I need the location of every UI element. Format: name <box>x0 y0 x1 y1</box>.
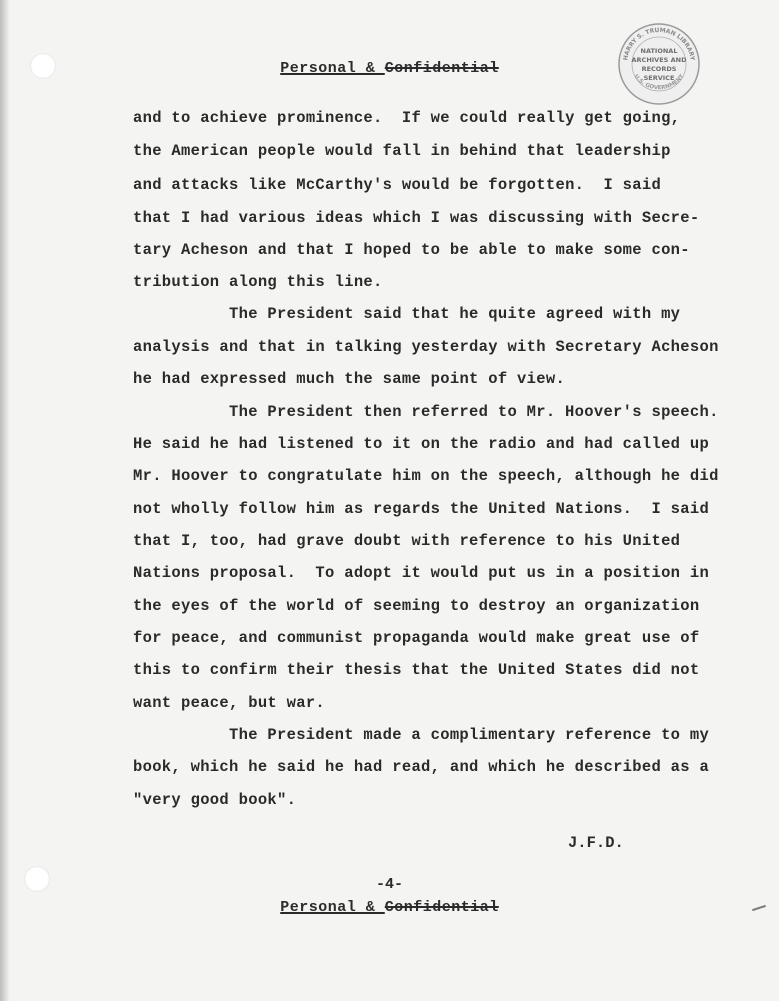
body-line: that I, too, had grave doubt with reference to his United <box>133 532 681 550</box>
body-line: and attacks like McCarthy's would be forgotten. I said <box>133 176 662 194</box>
footer-prefix: Personal & <box>280 899 385 916</box>
body-line: want peace, but war. <box>133 694 326 712</box>
body-line: Nations proposal. To adopt it would put us in a position in <box>133 564 710 582</box>
body-line: book, which he said he had read, and which he described as a <box>133 758 710 776</box>
body-line: he had expressed much the same point of view. <box>133 370 566 388</box>
body-line: that I had various ideas which I was discussing with Secre- <box>133 209 700 227</box>
body-line: tary Acheson and that I hoped to be able to make some con- <box>133 241 690 259</box>
footer-classification <box>0 899 779 916</box>
stamp-line-2: ARCHIVES AND <box>631 56 687 64</box>
body-line: He said he had listened to it on the radio and had called up <box>133 435 710 453</box>
signature-initials: J.F.D. <box>568 834 624 852</box>
body-line: the eyes of the world of seeming to destroy an organization <box>133 597 700 615</box>
header-classification <box>0 60 779 77</box>
body-line: Mr. Hoover to congratulate him on the speech, although he did <box>133 467 719 485</box>
body-line: this to confirm their thesis that the United States did not <box>133 661 700 679</box>
stamp-line-4: SERVICE <box>643 74 675 82</box>
paragraph-start-line: The President made a complimentary reference to my <box>229 726 710 744</box>
page-edge-shadow <box>0 0 10 1001</box>
paragraph-start-line: The President then referred to Mr. Hoover's speech. <box>229 403 719 421</box>
body-line: tribution along this line. <box>133 273 383 291</box>
body-line: the American people would fall in behind that leadership <box>133 142 671 160</box>
footer-struck-word: Confidential <box>384 899 499 916</box>
paragraph-start-line: The President said that he quite agreed with my <box>229 305 681 323</box>
stamp-line-1: NATIONAL <box>640 47 678 55</box>
header-prefix: Personal & <box>280 60 385 77</box>
body-line: analysis and that in talking yesterday with Secretary Acheson <box>133 338 719 356</box>
body-line: for peace, and communist propaganda would make great use of <box>133 629 700 647</box>
header-struck-word: Confidential <box>384 60 499 77</box>
stamp-bottom-text: U.S. GOVERNMENT <box>632 73 686 92</box>
page-number: -4- <box>375 876 403 893</box>
stamp-ring-text: HARRY S. TRUMAN LIBRARY <box>622 26 696 62</box>
body-line: not wholly follow him as regards the United Nations. I said <box>133 500 710 518</box>
stamp-line-3: RECORDS <box>641 65 677 73</box>
body-line: and to achieve prominence. If we could really get going, <box>133 109 681 127</box>
body-line: "very good book". <box>133 791 297 809</box>
